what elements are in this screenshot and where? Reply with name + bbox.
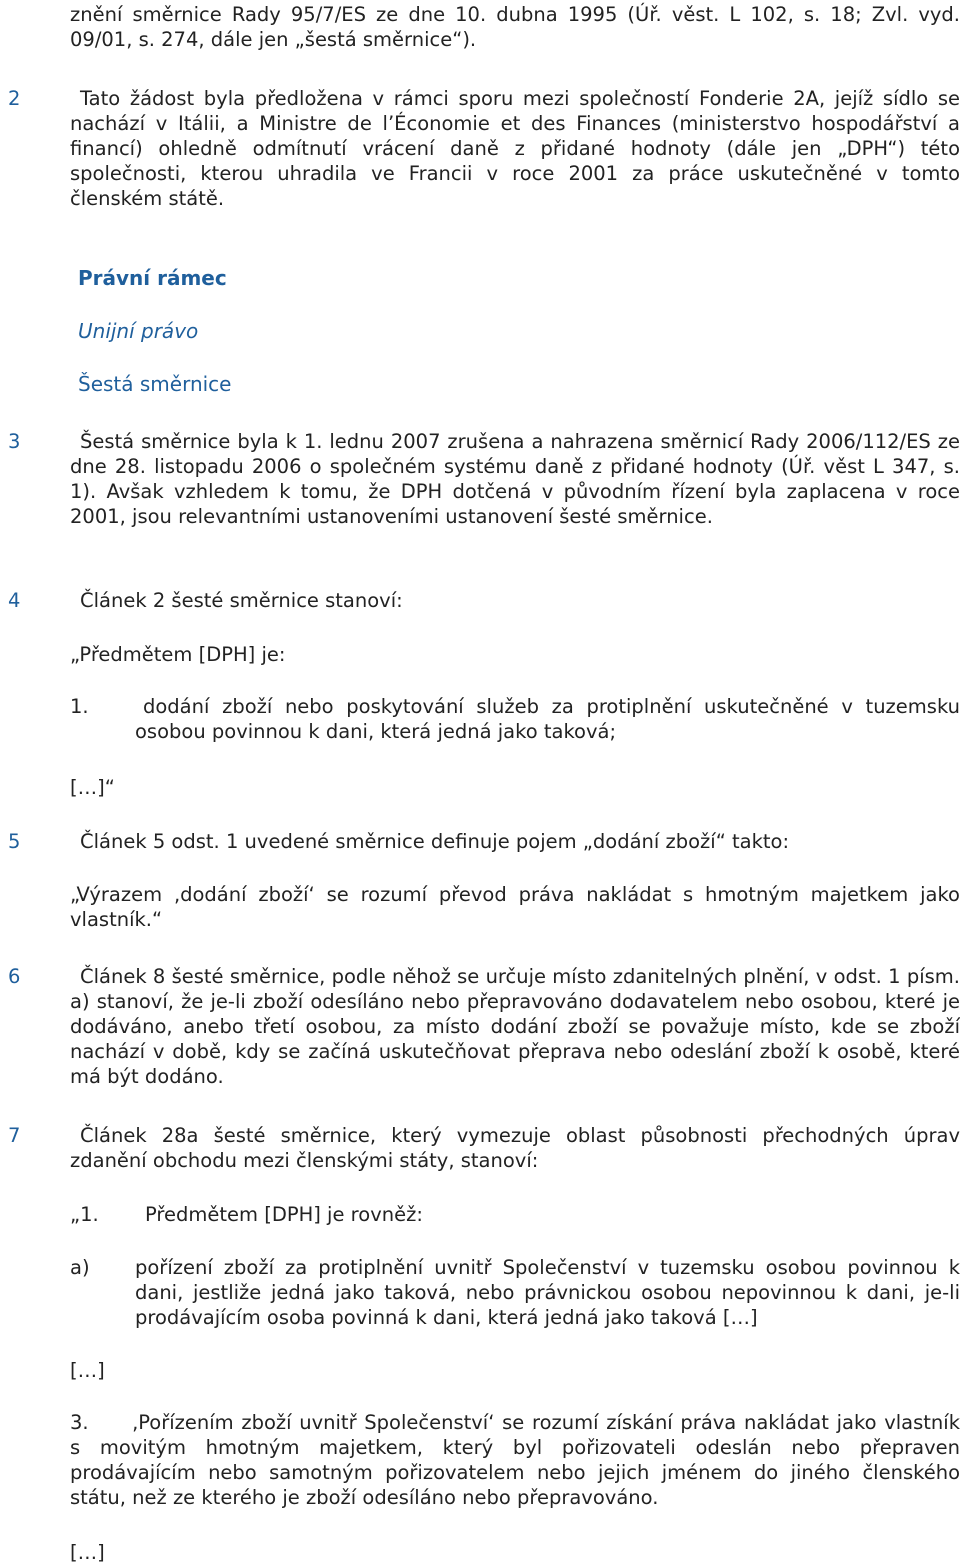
subsubsection-heading: Šestá směrnice <box>78 372 232 396</box>
paragraph-text: Článek 5 odst. 1 uvedené směrnice definuje pojem „dodání zboží“ takto: <box>80 830 790 853</box>
paragraph-number: 2 <box>8 87 21 110</box>
list-item-label: „1. <box>70 1203 99 1226</box>
list-item-label: a) <box>70 1256 90 1279</box>
list-item-label: 3. <box>70 1411 89 1434</box>
paragraph-text: Článek 8 šesté směrnice, podle něhož se určuje místo zdanitelných plnění, v odst. 1 písm. a) stanoví, že je-li zboží odesíláno nebo přepravováno dodavatelem nebo osobou, které je dodáváno, anebo třetí osobou, za místo dodání zboží se považuje místo, kde se zboží nachází v době, kdy se začíná uskutečňovat přeprava nebo odeslání zboží k osobě, které má být dodáno. <box>70 965 960 1088</box>
ellipsis: […] <box>70 1359 105 1382</box>
paragraph-text: Šestá směrnice byla k 1. lednu 2007 zrušena a nahrazena směrnicí Rady 2006/112/ES ze dne 28. listopadu 2006 o společném systému daně z přidané hodnoty (Úř. věst L 347, s. 1). Avšak vzhledem k tomu, že DPH dotčená v původním řízení byla zaplacena v roce 2001, jsou relevantními ustanoveními ustanovení šesté směrnice. <box>70 430 960 528</box>
paragraph-text: Článek 28a šesté směrnice, který vymezuje oblast působnosti přechodných úprav zdanění obchodu mezi členskými státy, stanoví: <box>70 1124 960 1172</box>
paragraph-number: 5 <box>8 830 21 853</box>
ellipsis: […]“ <box>70 776 115 799</box>
ellipsis: […] <box>70 1541 105 1564</box>
paragraph-number: 6 <box>8 965 21 988</box>
paragraph-text: Tato žádost byla předložena v rámci sporu mezi společností Fonderie 2A, jejíž sídlo se nachází v Itálii, a Ministre de l’Économie et des Finances (ministerstvo hospodářství a financí) ohledně odmítnutí vrácení daně z přidané hodnoty (dále jen „DPH“) této společnosti, kterou uhradila ve Francii v roce 2001 za práce uskutečněné v tomto členském státě. <box>70 87 960 210</box>
paragraph-number: 4 <box>8 589 21 612</box>
continuation-paragraph: znění směrnice Rady 95/7/ES ze dne 10. dubna 1995 (Úř. věst. L 102, s. 18; Zvl. vyd. 09/01, s. 274, dále jen „šestá směrnice“). <box>70 3 960 51</box>
subsection-heading: Unijní právo <box>78 319 199 343</box>
paragraph-number: 3 <box>8 430 21 453</box>
list-item-text: ‚Pořízením zboží uvnitř Společenství‘ se rozumí získání práva nakládat jako vlastník s movitým hmotným majetkem, který byl pořizovateli odeslán nebo přepraven prodávajícím nebo samotným pořizovatelem nebo jejich jménem do jiného členského státu, než ze kterého je zboží odesíláno nebo přepravováno. <box>70 1411 960 1509</box>
section-heading: Právní rámec <box>78 266 227 290</box>
block-quote: „Výrazem ‚dodání zboží‘ se rozumí převod práva nakládat s hmotným majetkem jako vlastník.“ <box>70 883 960 931</box>
paragraph-text: Článek 2 šesté směrnice stanoví: <box>80 589 403 612</box>
list-item-text: pořízení zboží za protiplnění uvnitř Společenství v tuzemsku osobou povinnou k dani, jestliže jedná jako taková, nebo právnickou osobou nepovinnou k dani, je-li prodávajícím osoba povinná k dani, která jedná jako taková […] <box>135 1256 960 1329</box>
quote-intro: „Předmětem [DPH] je: <box>70 643 286 666</box>
paragraph-number: 7 <box>8 1124 21 1147</box>
list-item-text: Předmětem [DPH] je rovněž: <box>145 1203 423 1226</box>
list-item-text: dodání zboží nebo poskytování služeb za protiplnění uskutečněné v tuzemsku osobou povinnou k dani, která jedná jako taková; <box>135 695 960 743</box>
list-item-label: 1. <box>70 695 89 718</box>
